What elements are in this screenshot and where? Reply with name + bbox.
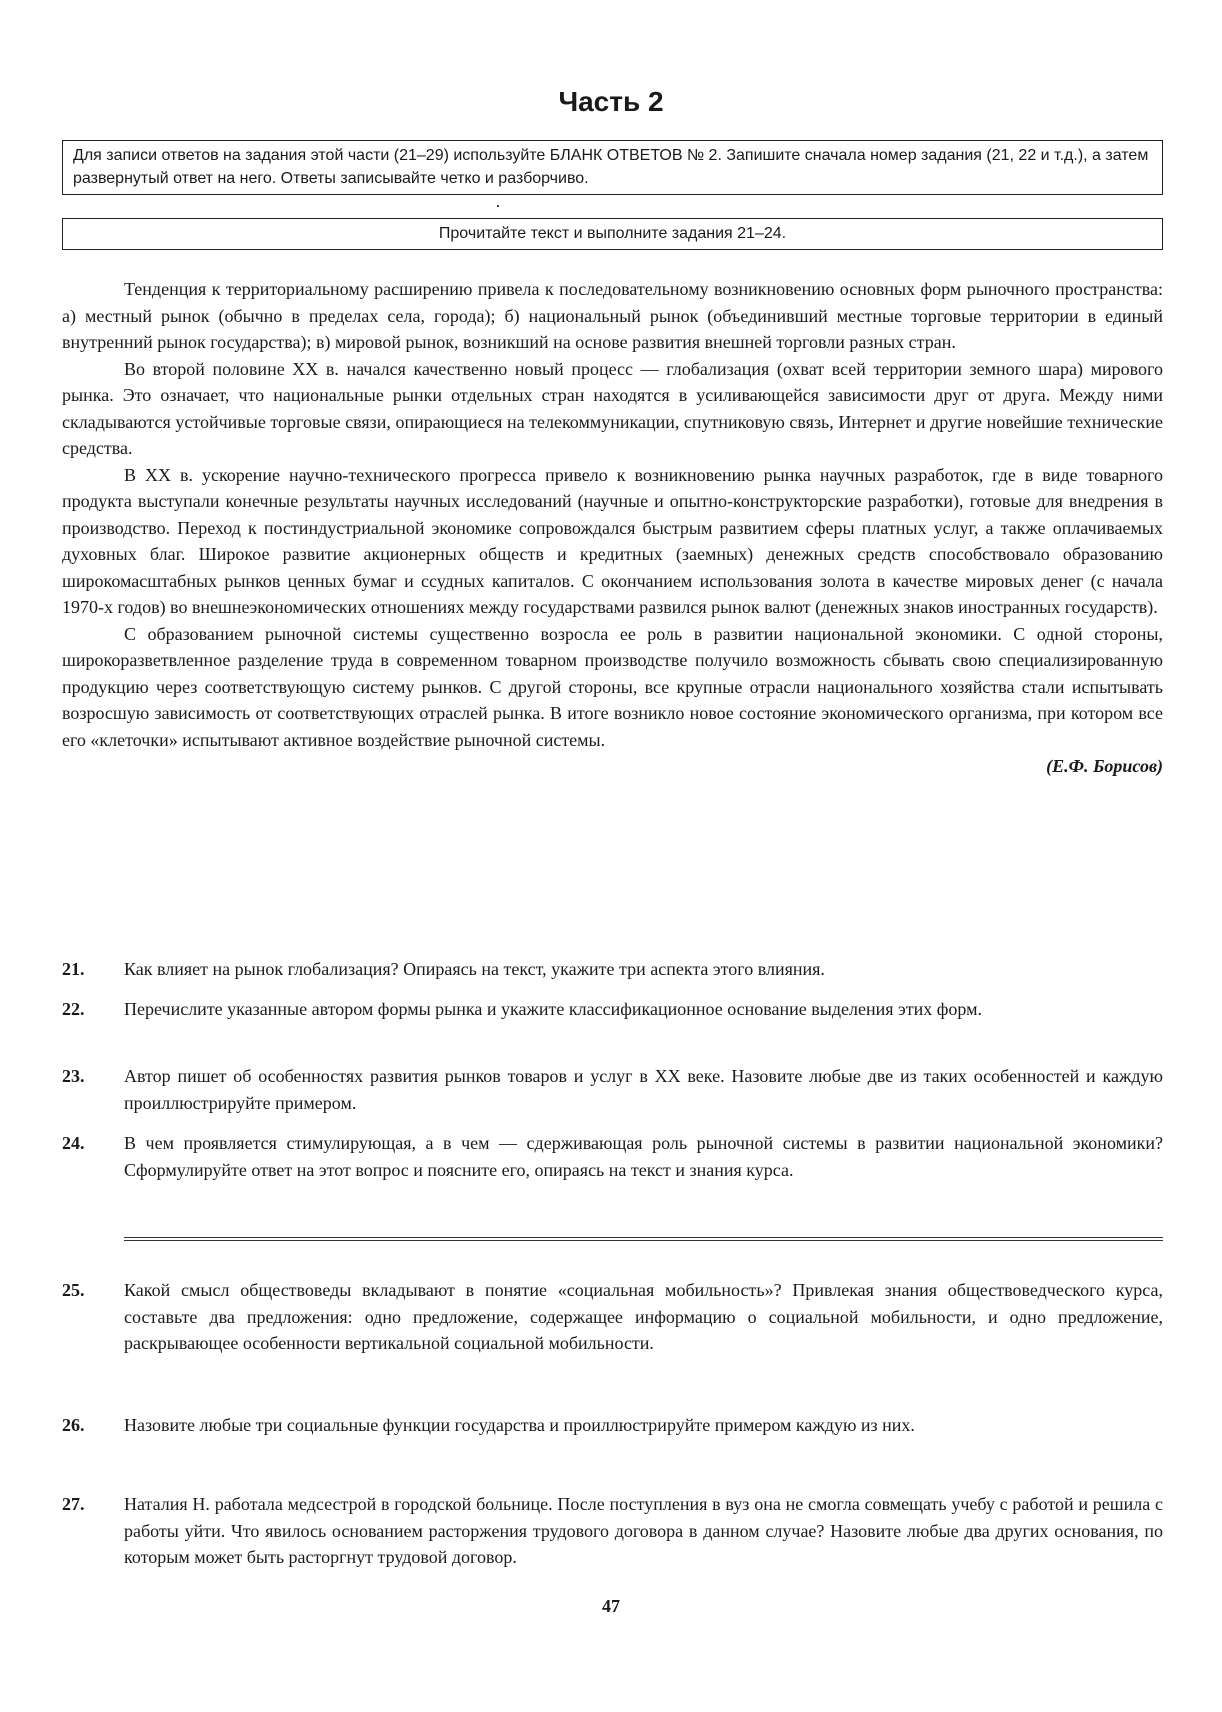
read-instruction-box: Прочитайте текст и выполните задания 21–24. (62, 218, 1163, 250)
scan-dot (497, 205, 499, 207)
text-paragraph: В XX в. ускорение научно-технического прогресса привело к возникновению рынка научных разработок, где в виде товарного продукта выступали конечные результаты научных исследований (научные и опытно-конструкторские разработки), готовые для внедрения в производство. Переход к постиндустриальной экономике сопровождался быстрым развитием сферы платных услуг, а также оплачиваемых духовных благ. Широкое развитие акционерных обществ и кредитных (заемных) денежных средств способствовало образованию широкомасштабных рынков ценных бумаг и ссудных капиталов. С окончанием использования золота в качестве мировых денег (с начала 1970-х годов) во внешнеэкономических отношениях между государствами развился рынок валют (денежных знаков иностранных государств). (62, 464, 1163, 617)
question-number: 23. (62, 1066, 85, 1086)
question-26 (62, 1412, 1163, 1439)
reading-text (62, 276, 1163, 780)
text-paragraph: Тенденция к территориальному расширению привела к последовательному возникновению основных форм рыночного пространства: а) местный рынок (обычно в пределах села, города); б) национальный рынок (объединивший местные торговые территории в единый внутренний рынок государства); в) мировой рынок, возникший на основе развития внешней торговли разных стран. (62, 279, 1163, 352)
question-text: Наталия Н. работала медсестрой в городской больнице. После поступления в вуз она не смогла совмещать учебу с работой и решила с работы уйти. Что явилось основанием расторжения трудового договора в данном случае? Назовите любые два других основания, по которым может быть расторгнут трудовой договор. (124, 1494, 1163, 1567)
section-divider (124, 1237, 1163, 1241)
question-23 (62, 1063, 1163, 1116)
page-number: 47 (602, 1596, 620, 1616)
question-text: Перечислите указанные автором формы рынка и укажите классификационное основание выделения этих форм. (124, 999, 983, 1019)
instructions-box: Для записи ответов на задания этой части (21–29) используйте БЛАНК ОТВЕТОВ № 2. Запишите сначала номер задания (21, 22 и т.д.), а затем развернутый ответ на него. Ответы записывайте четко и разборчиво. (62, 140, 1163, 195)
question-text: Автор пишет об особенностях развития рынков товаров и услуг в XX веке. Назовите любые две из таких особенностей и каждую проиллюстрируйте примером. (124, 1066, 1163, 1113)
question-number: 26. (62, 1415, 85, 1435)
text-paragraph: С образованием рыночной системы существенно возросла ее роль в развитии национальной экономики. С одной стороны, широкоразветвленное разделение труда в современном товарном производстве получило возможность сбывать свою специализированную продукцию через соответствующую систему рынков. С другой стороны, все крупные отрасли национального хозяйства стали испытывать возросшую зависимость от соответствующих отраслей рынка. В итоге возникло новое состояние экономического организма, при котором все его «клеточки» испытывают активное воздействие рыночной системы. (62, 623, 1163, 750)
question-number: 21. (62, 959, 85, 979)
text-paragraph: Во второй половине XX в. начался качественно новый процесс — глобализация (охват всей территории земного шара) мирового рынка. Это означает, что национальные рынки отдельных стран находятся в усиливающейся зависимости друг от друга. Между ними складываются устойчивые торговые связи, опирающиеся на телекоммуникации, спутниковую связь, Интернет и другие новейшие технические средства. (62, 358, 1163, 458)
question-text: В чем проявляется стимулирующая, а в чем — сдерживающая роль рыночной системы в развитии национальной экономики? Сформулируйте ответ на этот вопрос и поясните его, опираясь на текст и знания курса. (124, 1133, 1163, 1180)
question-number: 25. (62, 1280, 85, 1300)
question-number: 27. (62, 1494, 85, 1514)
question-27 (62, 1491, 1163, 1571)
question-25 (62, 1277, 1163, 1357)
question-22 (62, 996, 1163, 1023)
question-number: 24. (62, 1133, 85, 1153)
question-number: 22. (62, 999, 85, 1019)
question-text: Назовите любые три социальные функции государства и проиллюстрируйте примером каждую из них. (124, 1415, 915, 1435)
question-text: Какой смысл обществоведы вкладывают в понятие «социальная мобильность»? Привлекая знания обществоведческого курса, составьте два предложения: одно предложение, содержащее информацию о социальной мобильности, и одно предложение, раскрывающее особенности вертикальной социальной мобильности. (124, 1280, 1163, 1353)
text-author: (Е.Ф. Борисов) (1046, 756, 1163, 776)
page-title: Часть 2 (558, 86, 664, 117)
question-24 (62, 1130, 1163, 1183)
question-text: Как влияет на рынок глобализация? Опираясь на текст, укажите три аспекта этого влияния. (124, 959, 825, 979)
question-21 (62, 956, 1163, 983)
